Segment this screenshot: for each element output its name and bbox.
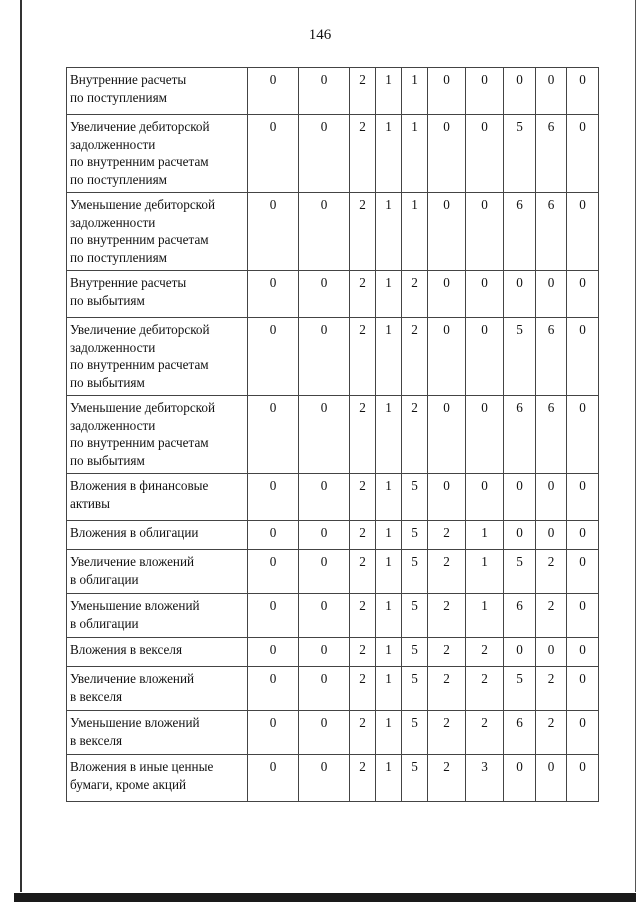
account-name-cell: Увеличение дебиторской задолженности по внутренним расчетам по выбытиям bbox=[67, 318, 248, 396]
code-digit-cell: 0 bbox=[248, 115, 299, 193]
code-digit-cell: 0 bbox=[504, 521, 536, 550]
code-digit-cell: 0 bbox=[536, 755, 567, 802]
code-digit-cell: 0 bbox=[248, 594, 299, 638]
code-digit-cell: 0 bbox=[299, 711, 350, 755]
code-digit-cell: 1 bbox=[376, 396, 402, 474]
code-digit-cell: 0 bbox=[504, 755, 536, 802]
code-digit-cell: 2 bbox=[350, 711, 376, 755]
code-digit-cell: 2 bbox=[536, 550, 567, 594]
code-digit-cell: 2 bbox=[536, 594, 567, 638]
table-row bbox=[67, 638, 599, 667]
code-digit-cell: 0 bbox=[248, 474, 299, 521]
code-digit-cell: 0 bbox=[299, 667, 350, 711]
table-row bbox=[67, 594, 599, 638]
code-digit-cell: 0 bbox=[567, 474, 599, 521]
code-digit-cell: 0 bbox=[299, 115, 350, 193]
code-digit-cell: 2 bbox=[466, 638, 504, 667]
code-digit-cell: 0 bbox=[567, 638, 599, 667]
code-digit-cell: 1 bbox=[376, 521, 402, 550]
table-row bbox=[67, 318, 599, 396]
code-digit-cell: 0 bbox=[567, 711, 599, 755]
code-digit-cell: 0 bbox=[299, 550, 350, 594]
page-bottom-border bbox=[14, 893, 636, 902]
account-name-cell: Вложения в иные ценные бумаги, кроме акций bbox=[67, 755, 248, 802]
code-digit-cell: 0 bbox=[567, 755, 599, 802]
account-name-cell: Увеличение дебиторской задолженности по внутренним расчетам по поступлениям bbox=[67, 115, 248, 193]
code-digit-cell: 6 bbox=[536, 193, 567, 271]
code-digit-cell: 1 bbox=[402, 193, 428, 271]
code-digit-cell: 2 bbox=[466, 711, 504, 755]
code-digit-cell: 2 bbox=[428, 550, 466, 594]
code-digit-cell: 2 bbox=[428, 711, 466, 755]
code-digit-cell: 0 bbox=[428, 68, 466, 115]
code-digit-cell: 2 bbox=[350, 193, 376, 271]
code-digit-cell: 0 bbox=[567, 193, 599, 271]
code-digit-cell: 0 bbox=[299, 594, 350, 638]
code-digit-cell: 2 bbox=[350, 550, 376, 594]
code-digit-cell: 0 bbox=[248, 638, 299, 667]
code-digit-cell: 0 bbox=[299, 193, 350, 271]
code-digit-cell: 0 bbox=[248, 667, 299, 711]
code-digit-cell: 5 bbox=[402, 521, 428, 550]
code-digit-cell: 0 bbox=[466, 193, 504, 271]
code-digit-cell: 0 bbox=[466, 68, 504, 115]
code-digit-cell: 5 bbox=[504, 318, 536, 396]
code-digit-cell: 0 bbox=[248, 711, 299, 755]
code-digit-cell: 2 bbox=[350, 594, 376, 638]
code-digit-cell: 5 bbox=[402, 667, 428, 711]
code-digit-cell: 0 bbox=[567, 68, 599, 115]
code-digit-cell: 2 bbox=[428, 638, 466, 667]
code-digit-cell: 1 bbox=[376, 68, 402, 115]
code-digit-cell: 0 bbox=[504, 271, 536, 318]
code-digit-cell: 2 bbox=[350, 115, 376, 193]
code-digit-cell: 1 bbox=[376, 271, 402, 318]
account-name-cell: Вложения в векселя bbox=[67, 638, 248, 667]
code-digit-cell: 1 bbox=[376, 594, 402, 638]
code-digit-cell: 6 bbox=[504, 711, 536, 755]
code-digit-cell: 0 bbox=[567, 550, 599, 594]
account-name-cell: Увеличение вложений в облигации bbox=[67, 550, 248, 594]
code-digit-cell: 6 bbox=[504, 594, 536, 638]
code-digit-cell: 0 bbox=[504, 474, 536, 521]
code-digit-cell: 0 bbox=[504, 638, 536, 667]
account-name-cell: Внутренние расчеты по поступлениям bbox=[67, 68, 248, 115]
code-digit-cell: 6 bbox=[536, 396, 567, 474]
code-digit-cell: 0 bbox=[504, 68, 536, 115]
table-row bbox=[67, 667, 599, 711]
code-digit-cell: 0 bbox=[428, 474, 466, 521]
code-digit-cell: 2 bbox=[350, 271, 376, 318]
code-digit-cell: 1 bbox=[376, 550, 402, 594]
code-digit-cell: 0 bbox=[299, 521, 350, 550]
code-digit-cell: 0 bbox=[536, 68, 567, 115]
code-digit-cell: 5 bbox=[402, 594, 428, 638]
code-digit-cell: 0 bbox=[248, 271, 299, 318]
table-row bbox=[67, 68, 599, 115]
code-digit-cell: 0 bbox=[466, 115, 504, 193]
code-digit-cell: 0 bbox=[567, 667, 599, 711]
code-digit-cell: 0 bbox=[248, 521, 299, 550]
code-digit-cell: 2 bbox=[350, 638, 376, 667]
code-digit-cell: 0 bbox=[567, 521, 599, 550]
code-digit-cell: 0 bbox=[567, 115, 599, 193]
code-digit-cell: 0 bbox=[428, 318, 466, 396]
code-digit-cell: 2 bbox=[536, 667, 567, 711]
account-name-cell: Уменьшение дебиторской задолженности по внутренним расчетам по поступлениям bbox=[67, 193, 248, 271]
table-row bbox=[67, 755, 599, 802]
code-digit-cell: 0 bbox=[248, 318, 299, 396]
code-digit-cell: 1 bbox=[376, 638, 402, 667]
code-digit-cell: 1 bbox=[376, 474, 402, 521]
code-digit-cell: 0 bbox=[536, 521, 567, 550]
code-digit-cell: 0 bbox=[299, 474, 350, 521]
table-row bbox=[67, 550, 599, 594]
account-name-cell: Вложения в финансовые активы bbox=[67, 474, 248, 521]
code-digit-cell: 0 bbox=[466, 396, 504, 474]
table-row bbox=[67, 396, 599, 474]
code-digit-cell: 1 bbox=[376, 711, 402, 755]
code-digit-cell: 0 bbox=[248, 755, 299, 802]
code-digit-cell: 2 bbox=[350, 318, 376, 396]
table-row bbox=[67, 193, 599, 271]
code-digit-cell: 2 bbox=[350, 755, 376, 802]
code-digit-cell: 2 bbox=[350, 68, 376, 115]
code-digit-cell: 2 bbox=[536, 711, 567, 755]
code-digit-cell: 0 bbox=[567, 396, 599, 474]
code-digit-cell: 0 bbox=[428, 396, 466, 474]
code-digit-cell: 0 bbox=[567, 594, 599, 638]
code-digit-cell: 0 bbox=[466, 474, 504, 521]
code-digit-cell: 0 bbox=[248, 193, 299, 271]
code-digit-cell: 0 bbox=[299, 318, 350, 396]
code-digit-cell: 5 bbox=[402, 711, 428, 755]
code-digit-cell: 1 bbox=[376, 318, 402, 396]
code-digit-cell: 1 bbox=[466, 594, 504, 638]
code-digit-cell: 0 bbox=[567, 318, 599, 396]
table-body bbox=[67, 68, 599, 802]
code-digit-cell: 5 bbox=[402, 550, 428, 594]
account-name-cell: Внутренние расчеты по выбытиям bbox=[67, 271, 248, 318]
code-digit-cell: 1 bbox=[376, 115, 402, 193]
code-digit-cell: 2 bbox=[350, 667, 376, 711]
code-digit-cell: 2 bbox=[402, 318, 428, 396]
code-digit-cell: 0 bbox=[299, 271, 350, 318]
code-digit-cell: 1 bbox=[376, 755, 402, 802]
account-name-cell: Вложения в облигации bbox=[67, 521, 248, 550]
table-row bbox=[67, 271, 599, 318]
code-digit-cell: 2 bbox=[428, 594, 466, 638]
table-row bbox=[67, 474, 599, 521]
table-row bbox=[67, 521, 599, 550]
code-digit-cell: 0 bbox=[536, 474, 567, 521]
code-digit-cell: 1 bbox=[466, 521, 504, 550]
code-digit-cell: 0 bbox=[466, 271, 504, 318]
code-digit-cell: 0 bbox=[248, 68, 299, 115]
code-digit-cell: 5 bbox=[402, 638, 428, 667]
code-digit-cell: 0 bbox=[567, 271, 599, 318]
code-digit-cell: 2 bbox=[428, 667, 466, 711]
code-digit-cell: 0 bbox=[428, 115, 466, 193]
page-number: 146 bbox=[308, 27, 332, 43]
code-digit-cell: 0 bbox=[466, 318, 504, 396]
code-digit-cell: 6 bbox=[536, 318, 567, 396]
code-digit-cell: 3 bbox=[466, 755, 504, 802]
code-digit-cell: 2 bbox=[466, 667, 504, 711]
account-name-cell: Уменьшение дебиторской задолженности по внутренним расчетам по выбытиям bbox=[67, 396, 248, 474]
table-row bbox=[67, 115, 599, 193]
code-digit-cell: 0 bbox=[299, 396, 350, 474]
account-name-cell: Уменьшение вложений в векселя bbox=[67, 711, 248, 755]
code-digit-cell: 5 bbox=[504, 667, 536, 711]
table-row bbox=[67, 711, 599, 755]
code-digit-cell: 5 bbox=[402, 755, 428, 802]
code-digit-cell: 6 bbox=[536, 115, 567, 193]
account-name-cell: Увеличение вложений в векселя bbox=[67, 667, 248, 711]
code-digit-cell: 0 bbox=[536, 638, 567, 667]
code-digit-cell: 2 bbox=[350, 521, 376, 550]
code-digit-cell: 0 bbox=[299, 638, 350, 667]
code-digit-cell: 0 bbox=[536, 271, 567, 318]
code-digit-cell: 0 bbox=[428, 193, 466, 271]
code-digit-cell: 0 bbox=[299, 755, 350, 802]
code-digit-cell: 1 bbox=[402, 68, 428, 115]
code-digit-cell: 2 bbox=[402, 271, 428, 318]
code-digit-cell: 1 bbox=[376, 193, 402, 271]
code-digit-cell: 2 bbox=[350, 396, 376, 474]
code-digit-cell: 2 bbox=[350, 474, 376, 521]
code-digit-cell: 0 bbox=[248, 396, 299, 474]
code-digit-cell: 6 bbox=[504, 193, 536, 271]
code-digit-cell: 2 bbox=[402, 396, 428, 474]
code-digit-cell: 2 bbox=[428, 755, 466, 802]
account-name-cell: Уменьшение вложений в облигации bbox=[67, 594, 248, 638]
code-digit-cell: 6 bbox=[504, 396, 536, 474]
code-digit-cell: 0 bbox=[299, 68, 350, 115]
code-digit-cell: 0 bbox=[248, 550, 299, 594]
code-digit-cell: 5 bbox=[504, 550, 536, 594]
code-digit-cell: 0 bbox=[428, 271, 466, 318]
code-digit-cell: 1 bbox=[402, 115, 428, 193]
code-digit-cell: 1 bbox=[376, 667, 402, 711]
code-digit-cell: 1 bbox=[466, 550, 504, 594]
code-digit-cell: 5 bbox=[402, 474, 428, 521]
code-digit-cell: 5 bbox=[504, 115, 536, 193]
account-codes-table bbox=[66, 67, 599, 802]
code-digit-cell: 2 bbox=[428, 521, 466, 550]
